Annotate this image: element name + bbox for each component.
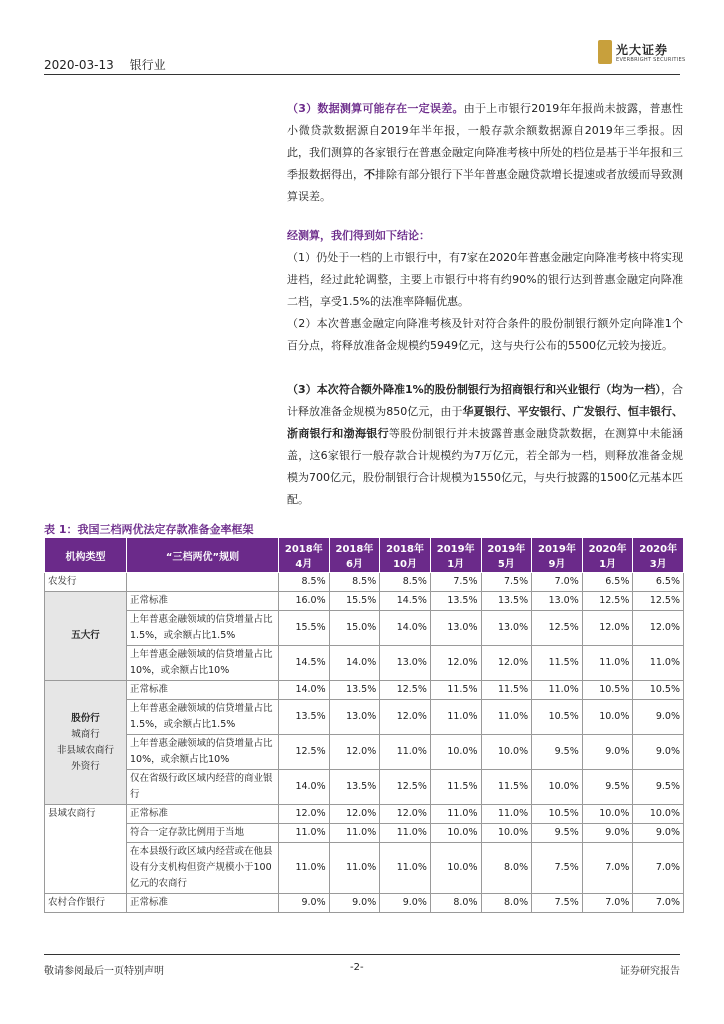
cell-ratio: 14.0%	[380, 611, 431, 646]
col-header-date: 2019年9月	[532, 538, 583, 573]
logo-mark-icon	[598, 40, 612, 64]
cell-ratio: 7.5%	[481, 573, 532, 592]
cell-ratio: 10.5%	[532, 805, 583, 824]
cell-ratio: 11.0%	[279, 843, 330, 894]
footer-disclaimer: 敬请参阅最后一页特别声明	[44, 966, 164, 977]
table-row	[45, 824, 684, 843]
cell-institution-type: 县域农商行	[45, 805, 127, 894]
table-row	[45, 843, 684, 894]
cell-ratio: 7.5%	[430, 573, 481, 592]
cell-ratio: 11.5%	[532, 646, 583, 681]
table-row	[45, 770, 684, 805]
cell-ratio: 13.5%	[329, 681, 380, 700]
cell-ratio: 11.5%	[481, 770, 532, 805]
point3-banks: 华夏银行、平安银行、广发银行、恒丰银行、浙商银行和渤海银行	[287, 405, 683, 440]
table-row	[45, 592, 684, 611]
cell-ratio: 9.0%	[633, 735, 684, 770]
para1-lead: （3）数据测算可能存在一定误差。	[287, 102, 464, 115]
cell-rule: 符合一定存款比例用于当地	[127, 824, 279, 843]
col-header-date: 2018年6月	[329, 538, 380, 573]
cell-ratio: 10.0%	[481, 824, 532, 843]
cell-ratio: 6.5%	[582, 573, 633, 592]
cell-ratio: 11.0%	[329, 843, 380, 894]
paragraph-data-error	[287, 98, 683, 208]
cell-ratio: 12.0%	[633, 611, 684, 646]
cell-ratio: 8.0%	[430, 894, 481, 913]
cell-ratio: 13.5%	[329, 770, 380, 805]
cell-ratio: 11.0%	[279, 824, 330, 843]
cell-ratio: 12.0%	[329, 735, 380, 770]
cell-ratio: 7.0%	[532, 573, 583, 592]
cell-ratio: 14.0%	[279, 681, 330, 700]
table-row	[45, 735, 684, 770]
cell-ratio: 9.5%	[532, 735, 583, 770]
cell-ratio: 12.5%	[582, 592, 633, 611]
cell-ratio: 11.0%	[380, 735, 431, 770]
reserve-ratio-table	[44, 537, 684, 913]
footer-divider	[44, 954, 680, 955]
col-header-date: 2020年3月	[633, 538, 684, 573]
cell-ratio: 15.5%	[329, 592, 380, 611]
cell-ratio: 11.5%	[481, 681, 532, 700]
cell-ratio: 6.5%	[633, 573, 684, 592]
cell-ratio: 15.0%	[329, 611, 380, 646]
brand-logo	[598, 40, 686, 70]
cell-ratio: 13.0%	[532, 592, 583, 611]
page-number: -2-	[350, 962, 364, 973]
cell-ratio: 11.0%	[481, 700, 532, 735]
cell-ratio: 10.0%	[481, 735, 532, 770]
col-header-rule: “三档两优”规则	[127, 538, 279, 573]
cell-ratio: 7.5%	[532, 894, 583, 913]
cell-ratio: 9.0%	[633, 700, 684, 735]
cell-ratio: 15.5%	[279, 611, 330, 646]
point-3	[287, 379, 683, 511]
cell-ratio: 7.0%	[582, 894, 633, 913]
table-row	[45, 646, 684, 681]
cell-ratio: 14.5%	[279, 646, 330, 681]
col-header-date: 2018年4月	[279, 538, 330, 573]
cell-ratio: 13.5%	[481, 592, 532, 611]
point3-t1: ，合计释放准备金规模为850亿元，由于	[287, 383, 684, 418]
point-2: （2）本次普惠金融定向降准考核及针对符合条件的股份制银行额外定向降准1个百分点，将释放准备金规模约5949亿元，这与央行公布的5500亿元较为接近。	[287, 317, 683, 352]
cell-ratio: 11.0%	[481, 805, 532, 824]
cell-ratio: 9.5%	[633, 770, 684, 805]
cell-rule: 仅在省级行政区域内经营的商业银行	[127, 770, 279, 805]
cell-ratio: 10.0%	[430, 824, 481, 843]
cell-rule: 正常标准	[127, 681, 279, 700]
cell-ratio: 12.0%	[481, 646, 532, 681]
cell-rule: 正常标准	[127, 894, 279, 913]
cell-ratio: 10.0%	[532, 770, 583, 805]
cell-ratio: 13.5%	[430, 592, 481, 611]
cell-ratio: 12.0%	[380, 805, 431, 824]
cell-ratio: 7.0%	[582, 843, 633, 894]
cell-ratio: 10.5%	[582, 681, 633, 700]
cell-ratio: 9.0%	[279, 894, 330, 913]
table-title: 表 1：我国三档两优法定存款准备金率框架	[44, 523, 254, 536]
cell-ratio: 12.5%	[279, 735, 330, 770]
cell-rule: 在本县级行政区域内经营或在他县设有分支机构但资产规模小于100亿元的农商行	[127, 843, 279, 894]
cell-ratio: 9.5%	[582, 770, 633, 805]
cell-ratio: 12.0%	[582, 611, 633, 646]
cell-rule: 上年普惠金融领域的信贷增量占比1.5%，或余额占比1.5%	[127, 700, 279, 735]
cell-ratio: 7.0%	[633, 894, 684, 913]
cell-ratio: 11.0%	[380, 824, 431, 843]
col-header-date: 2019年5月	[481, 538, 532, 573]
cell-ratio: 9.5%	[532, 824, 583, 843]
cell-ratio: 9.0%	[582, 824, 633, 843]
table-row	[45, 681, 684, 700]
cell-ratio: 14.0%	[329, 646, 380, 681]
para1-text2: 排除有部分银行下半年普惠金融贷款增长提速或者放缓而导致测算误差。	[287, 168, 683, 203]
cell-ratio: 8.5%	[380, 573, 431, 592]
col-header-date: 2019年1月	[430, 538, 481, 573]
cell-institution-type	[45, 681, 127, 805]
cell-ratio: 12.0%	[329, 805, 380, 824]
institution-type-label: 股份行	[71, 712, 100, 724]
cell-ratio: 11.0%	[329, 824, 380, 843]
table-row	[45, 805, 684, 824]
cell-ratio: 11.0%	[430, 805, 481, 824]
cell-institution-type: 农村合作银行	[45, 894, 127, 913]
cell-rule: 正常标准	[127, 592, 279, 611]
point3-t2: 等股份制银行并未披露普惠金融贷款数据，在测算中未能涵盖，这6家银行一般存款合计规模约为7万亿元，若全部为一档，则释放准备金规模为700亿元，股份制银行合计规模为1550亿元，与央行披露的1500亿元基本匹配。	[287, 427, 684, 506]
cell-institution-type: 农发行	[45, 573, 127, 592]
logo-sub: EVERBRIGHT SECURITIES	[616, 57, 686, 63]
header-meta	[44, 56, 178, 73]
cell-ratio: 7.0%	[633, 843, 684, 894]
col-header-date: 2020年1月	[582, 538, 633, 573]
cell-rule: 上年普惠金融领域的信贷增量占比1.5%，或余额占比1.5%	[127, 611, 279, 646]
cell-ratio: 11.5%	[430, 681, 481, 700]
cell-ratio: 11.0%	[532, 681, 583, 700]
cell-ratio: 13.0%	[329, 700, 380, 735]
cell-ratio: 12.0%	[430, 646, 481, 681]
cell-ratio: 8.5%	[279, 573, 330, 592]
point3-lead: （3）本次符合额外降准1%的股份制银行为招商银行和兴业银行（均为一档）	[287, 383, 661, 396]
cell-ratio: 11.0%	[582, 646, 633, 681]
cell-rule: 正常标准	[127, 805, 279, 824]
logo-name: 光大证券	[616, 43, 669, 57]
col-header-date: 2018年10月	[380, 538, 431, 573]
cell-ratio: 14.5%	[380, 592, 431, 611]
cell-rule	[127, 573, 279, 592]
cell-ratio: 12.0%	[380, 700, 431, 735]
industry-label: 银行业	[129, 58, 166, 72]
para1-text1: 由于上市银行2019年年报尚未披露，普惠性小微贷款数据源自2019年半年报，一般存款余额数据源自2019年三季报。因此，我们测算的各家银行在普惠金融定向降准考核中所处的档位是基于半年报和三季报数据得出，	[287, 102, 683, 181]
cell-ratio: 8.0%	[481, 894, 532, 913]
institution-type-label: 外资行	[71, 760, 100, 772]
cell-ratio: 14.0%	[279, 770, 330, 805]
cell-ratio: 10.0%	[430, 843, 481, 894]
cell-ratio: 12.5%	[633, 592, 684, 611]
table-row	[45, 573, 684, 592]
cell-ratio: 10.0%	[430, 735, 481, 770]
institution-type-label: 城商行	[71, 728, 100, 740]
cell-ratio: 10.0%	[582, 700, 633, 735]
cell-ratio: 10.0%	[633, 805, 684, 824]
cell-rule: 上年普惠金融领域的信贷增量占比10%，或余额占比10%	[127, 646, 279, 681]
cell-ratio: 12.5%	[380, 681, 431, 700]
cell-ratio: 13.0%	[430, 611, 481, 646]
cell-ratio: 9.0%	[380, 894, 431, 913]
cell-rule: 上年普惠金融领域的信贷增量占比10%，或余额占比10%	[127, 735, 279, 770]
institution-type-label: 非县域农商行	[56, 744, 114, 756]
cell-ratio: 9.0%	[633, 824, 684, 843]
cell-ratio: 8.0%	[481, 843, 532, 894]
point-1: （1）仍处于一档的上市银行中，有7家在2020年普惠金融定向降准考核中将实现进档，经过此轮调整，主要上市银行中将有约90%的银行达到普惠金融定向降准二档，享受1.5%的法准率降幅优惠。	[287, 251, 683, 308]
cell-ratio: 16.0%	[279, 592, 330, 611]
cell-ratio: 13.0%	[380, 646, 431, 681]
cell-ratio: 11.0%	[633, 646, 684, 681]
header-divider	[44, 74, 680, 75]
cell-ratio: 12.5%	[380, 770, 431, 805]
cell-ratio: 11.0%	[380, 843, 431, 894]
cell-ratio: 12.0%	[279, 805, 330, 824]
table-row	[45, 611, 684, 646]
cell-ratio: 12.5%	[532, 611, 583, 646]
cell-ratio: 9.0%	[582, 735, 633, 770]
cell-ratio: 10.5%	[633, 681, 684, 700]
cell-ratio: 7.5%	[532, 843, 583, 894]
report-date: 2020-03-13	[44, 58, 114, 72]
table-row	[45, 894, 684, 913]
col-header-type: 机构类型	[45, 538, 127, 573]
cell-ratio: 13.0%	[481, 611, 532, 646]
cell-ratio: 11.5%	[430, 770, 481, 805]
cell-ratio: 13.5%	[279, 700, 330, 735]
table-header-row	[45, 538, 684, 573]
table-row	[45, 700, 684, 735]
cell-ratio: 10.0%	[582, 805, 633, 824]
footer-report-type: 证券研究报告	[620, 966, 680, 977]
cell-ratio: 10.5%	[532, 700, 583, 735]
cell-ratio: 9.0%	[329, 894, 380, 913]
cell-institution-type: 五大行	[45, 592, 127, 681]
conclusion-heading: 经测算，我们得到如下结论：	[287, 229, 430, 242]
cell-ratio: 8.5%	[329, 573, 380, 592]
cell-ratio: 11.0%	[430, 700, 481, 735]
para1-emph: 不	[364, 168, 375, 181]
